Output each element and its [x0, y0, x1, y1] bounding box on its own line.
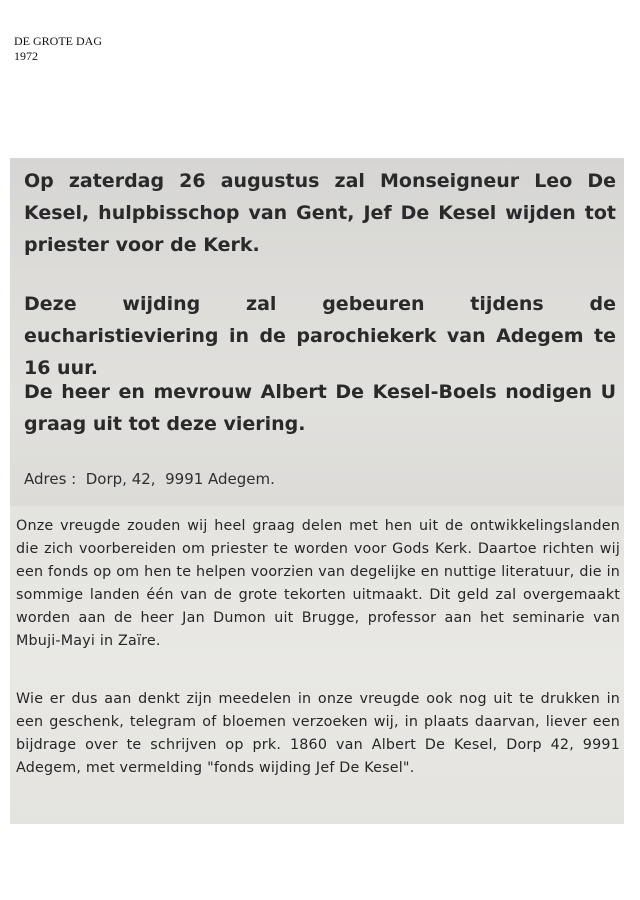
header-title: DE GROTE DAG: [14, 34, 102, 48]
notice-text-1: Onze vreugde zouden wij heel graag delen met hen uit de ontwikkelingslanden die zich voorbereiden om priester te worden voor Gods Kerk. Daartoe richten wij een fonds op om hen te helpen voorzien van degelijke en nuttige literatuur, die in sommige landen één van de grote tekorten uitmaakt. Dit geld zal overgemaakt worden aan de heer Jan Dumon uit Brugge, professor aan het seminarie van Mbuji-Mayi in Zaïre.: [16, 518, 620, 649]
notice-paragraph-1: [16, 515, 620, 653]
announcement-text-2: Deze wijding zal gebeuren tijdens de eucharistieviering in de parochiekerk van Adegem te 16 uur.: [24, 293, 616, 379]
announcement-text-3: De heer en mevrouw Albert De Kesel-Boels nodigen U graag uit tot deze viering.: [24, 381, 616, 435]
document-header: [14, 34, 102, 64]
notice-paragraph-2: [16, 688, 620, 780]
announcement-paragraph-3: [24, 376, 616, 440]
notice-text-2: Wie er dus aan denkt zijn meedelen in onze vreugde ook nog uit te drukken in een geschenk, telegram of bloemen verzoeken wij, in plaats daarvan, liever een bijdrage over te schrijven op prk. 1860 van Albert De Kesel, Dorp 42, 9991 Adegem, met vermelding "fonds wijding Jef De Kesel".: [16, 691, 620, 776]
header-year: 1972: [14, 49, 38, 63]
announcement-paragraph-1: [24, 165, 616, 261]
address-line: Adres : Dorp, 42, 9991 Adegem.: [24, 470, 275, 488]
announcement-paragraph-2: [24, 288, 616, 384]
announcement-text-1: Op zaterdag 26 augustus zal Monseigneur Leo De Kesel, hulpbisschop van Gent, Jef De Kesel wijden tot priester voor de Kerk.: [24, 170, 616, 256]
